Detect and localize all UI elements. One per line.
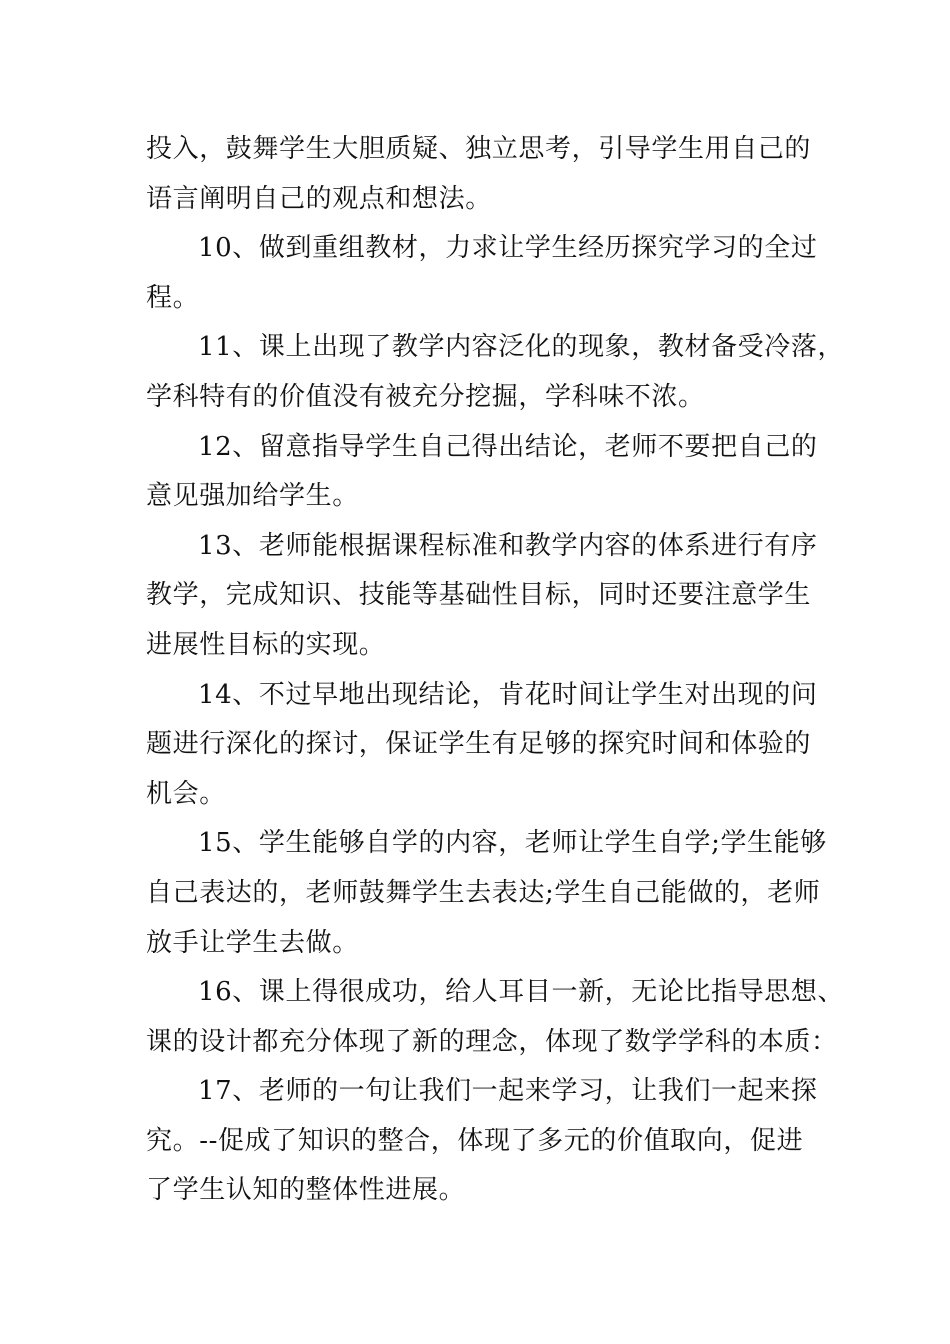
- text-line: 程。: [146, 282, 200, 313]
- text-line: 自己表达的，老师鼓舞学生去表达;学生自己能做的，老师: [146, 877, 821, 908]
- paragraph-item-14: [146, 671, 818, 820]
- text-line: 15、学生能够自学的内容，老师让学生自学;学生能够: [198, 828, 827, 859]
- text-line: 14、不过早地出现结论，肯花时间让学生对出现的问: [198, 679, 818, 710]
- text-line: 课的设计都充分体现了新的理念，体现了数学学科的本质：: [146, 1026, 838, 1057]
- text-line: 语言阐明自己的观点和想法。: [146, 183, 492, 214]
- text-line: 11、课上出现了教学内容泛化的现象，教材备受冷落，: [198, 332, 845, 363]
- text-line: 17、老师的一句让我们一起来学习，让我们一起来探: [198, 1076, 818, 1107]
- paragraph-continuation: [146, 125, 811, 224]
- text-line: 了学生认知的整体性进展。: [146, 1175, 466, 1206]
- text-line: 10、做到重组教材，力求让学生经历探究学习的全过: [198, 233, 818, 264]
- paragraph-item-17: [146, 1067, 818, 1216]
- body-text: [146, 125, 845, 1216]
- paragraph-item-15: [146, 819, 827, 968]
- paragraph-item-11: [146, 323, 845, 422]
- text-line: 13、老师能根据课程标准和教学内容的体系进行有序: [198, 530, 818, 561]
- paragraph-item-10: [146, 224, 818, 323]
- text-line: 教学，完成知识、技能等基础性目标，同时还要注意学生: [146, 580, 812, 611]
- text-line: 机会。: [146, 778, 226, 809]
- text-line: 16、课上得很成功，给人耳目一新，无论比指导思想、: [198, 977, 845, 1008]
- paragraph-item-12: [146, 423, 818, 522]
- text-line: 进展性目标的实现。: [146, 629, 386, 660]
- text-line: 放手让学生去做。: [146, 927, 359, 958]
- text-line: 12、留意指导学生自己得出结论，老师不要把自己的: [198, 431, 818, 462]
- text-line: 意见强加给学生。: [146, 481, 359, 512]
- text-line: 投入，鼓舞学生大胆质疑、独立思考，引导学生用自己的: [146, 134, 812, 164]
- paragraph-item-16: [146, 968, 845, 1067]
- text-line: 题进行深化的探讨，保证学生有足够的探究时间和体验的: [146, 729, 812, 760]
- text-line: 学科特有的价值没有被充分挖掘，学科味不浓。: [146, 381, 705, 412]
- text-line: 究。--促成了知识的整合，体现了多元的价值取向，促进: [146, 1125, 804, 1156]
- paragraph-item-13: [146, 522, 818, 671]
